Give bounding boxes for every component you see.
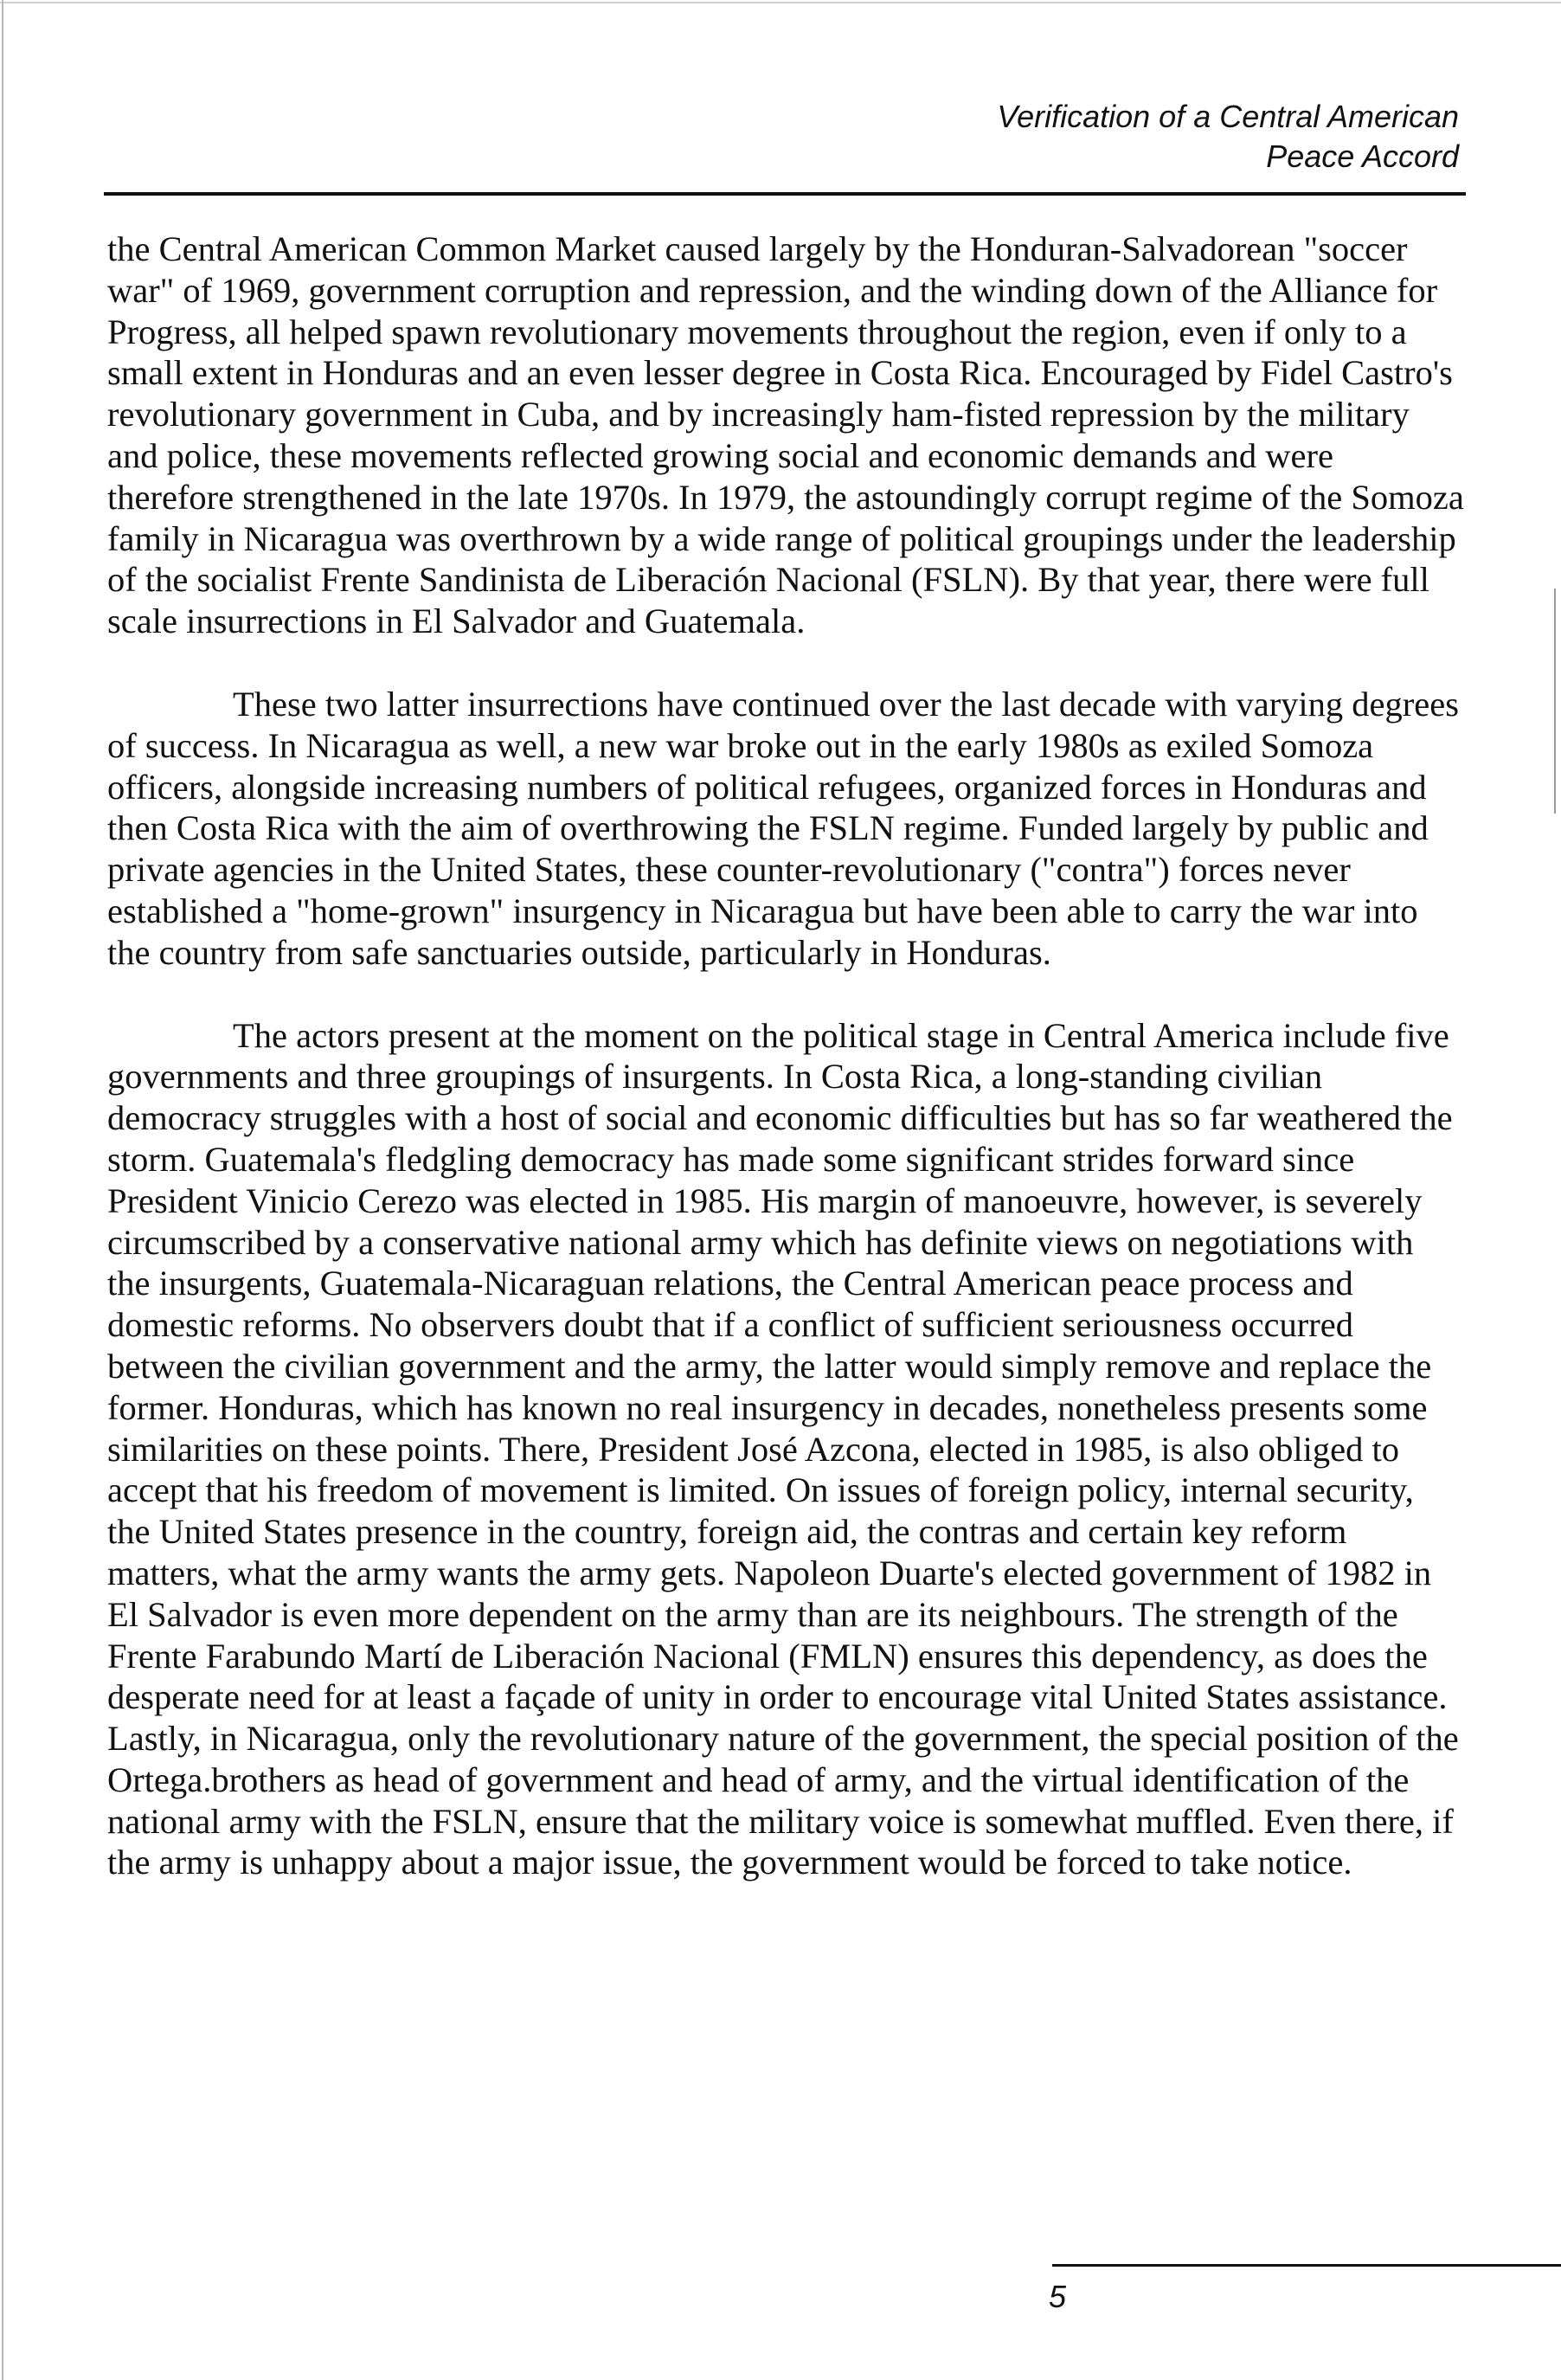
running-header-line-2: Peace Accord [1266,138,1459,174]
footer-rule [1052,2264,1561,2267]
paragraph-3: The actors present at the moment on the political stage in Central America include five governments and three groupings of insurgents. In Costa Rica, a long-standing civilian democracy struggles with a host of social and economic difficulties but has so far weathered the storm. Guatemala's fledgling democracy has made some significant strides forward since President Vinicio Cerezo was elected in 1985. His margin of manoeuvre, however, is severely circumscribed by a conservative national army which has definite views on negotiations with the insurgents, Guatemala-Nicaraguan relations, the Central American peace process and domestic reforms. No observers doubt that if a conflict of sufficient seriousness occurred between the civilian government and the army, the latter would simply remove and replace the former. Honduras, which has known no real insurgency in decades, nonetheless presents some similarities on these points. There, President José Azcona, elected in 1985, is also obliged to accept that his freedom of movement is limited. On issues of foreign policy, internal security, the United States presence in the country, foreign aid, the contras and certain key reform matters, what the army wants the army gets. Napoleon Duarte's elected government of 1982 in El Salvador is even more dependent on the army than are its neighbours. The strength of the Frente Farabundo Martí de Liberación Nacional (FMLN) ensures this dependency, as does the desperate need for at least a façade of unity in order to encourage vital United States assistance. Lastly, in Nicaragua, only the revolutionary nature of the government, the special position of the Ortega.brothers as head of government and head of army, and the virtual identification of the national army with the FSLN, ensure that the military voice is somewhat muffled. Even there, if the army is unhappy about a major issue, the government would be forced to take notice. [107,1015,1459,1882]
body-text [107,228,1464,1925]
page-number: 5 [1049,2279,1067,2314]
running-header [680,97,1459,177]
header-rule [104,192,1466,196]
running-header-line-1: Verification of a Central American [997,99,1459,134]
paragraph-1: the Central American Common Market caused largely by the Honduran-Salvadorean "soccer war" of 1969, government corruption and repression, and the winding down of the Alliance for Progress, all helped spawn revolutionary movements throughout the region, even if only to a small extent in Honduras and an even lesser degree in Costa Rica. Encouraged by Fidel Castro's revolutionary government in Cuba, and by increasingly ham-fisted repression by the military and police, these movements reflected growing social and economic demands and were therefore strengthened in the late 1970s. In 1979, the astoundingly corrupt regime of the Somoza family in Nicaragua was overthrown by a wide range of political groupings under the leadership of the socialist Frente Sandinista de Liberación Nacional (FSLN). By that year, there were full scale insurrections in El Salvador and Guatemala. [107,229,1464,641]
scan-top-edge [0,2,1561,3]
paragraph-2: These two latter insurrections have continued over the last decade with varying degrees of success. In Nicaragua as well, a new war broke out in the early 1980s as exiled Somoza officers, alongside increasing numbers of political refugees, organized forces in Honduras and then Costa Rica with the aim of overthrowing the FSLN regime. Funded largely by public and private agencies in the United States, these counter-revolutionary ("contra") forces never established a "home-grown" insurgency in Nicaragua but have been able to carry the war into the country from safe sanctuaries outside, particularly in Honduras. [107,684,1459,972]
scan-right-edge [1554,589,1556,814]
scan-left-edge [2,0,3,2380]
